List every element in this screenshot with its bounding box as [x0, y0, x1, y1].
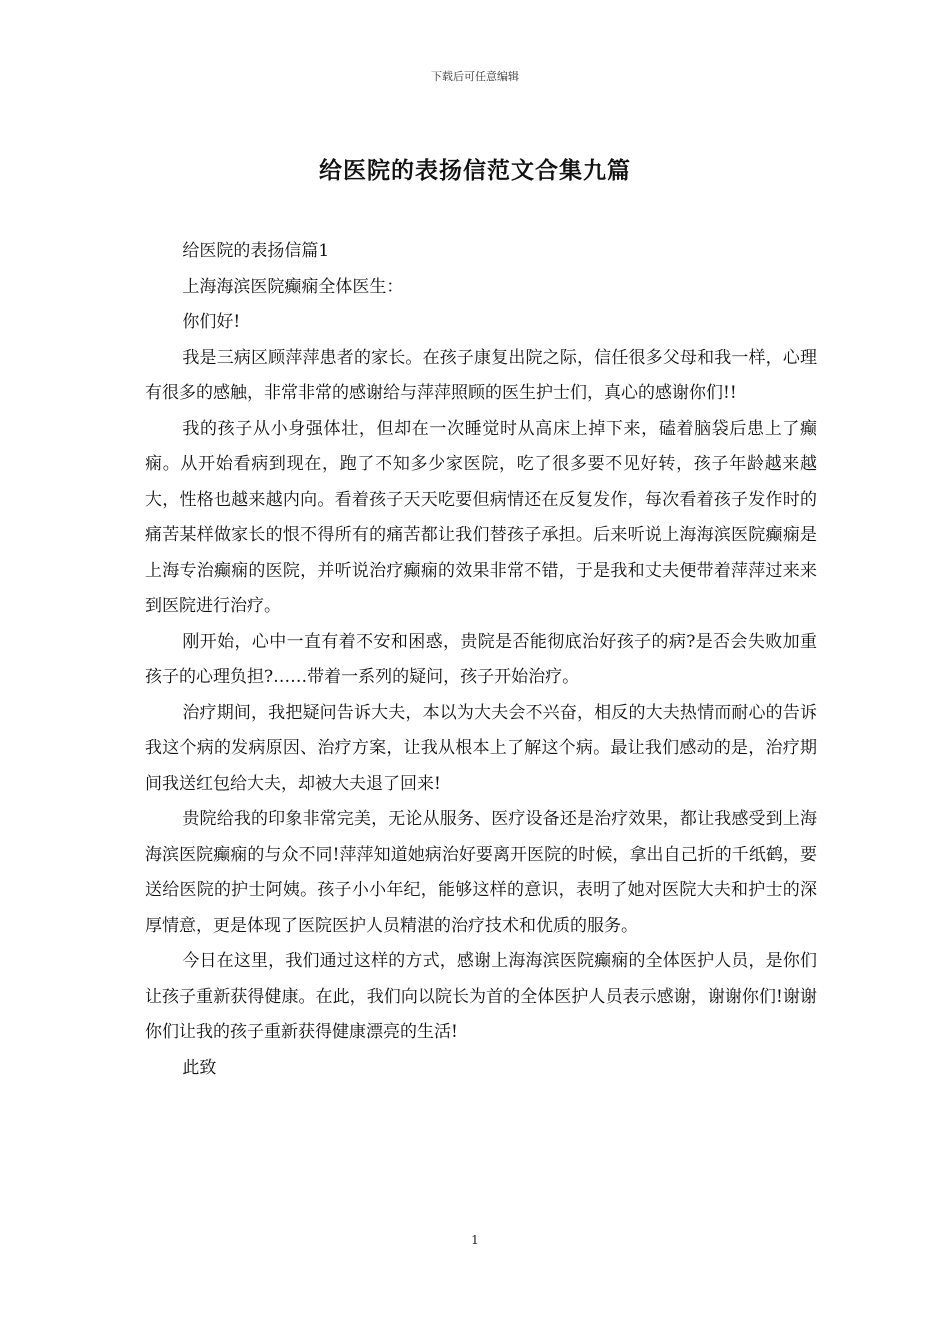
- body-paragraph: 我是三病区顾萍萍患者的家长。在孩子康复出院之际，信任很多父母和我一样，心理有很多的感触，非常非常的感谢给与萍萍照顾的医生护士们，真心的感谢你们!!: [145, 347, 817, 403]
- body-paragraph: 贵院给我的印象非常完美，无论从服务、医疗设备还是治疗效果，都让我感受到上海海滨医院癫痫的与众不同!萍萍知道她病治好要离开医院的时候，拿出自己折的千纸鹤，要送给医院的护士阿姨。孩子小小年纪，能够这样的意识，表明了她对医院大夫和护士的深厚情意，更是体现了医院医护人员精湛的治疗技术和优质的服务。: [145, 809, 817, 936]
- body-paragraph: 今日在这里，我们通过这样的方式，感谢上海海滨医院癫痫的全体医护人员，是你们让孩子重新获得健康。在此，我们向以院长为首的全体医护人员表示感谢，谢谢你们!谢谢你们让我的孩子重新获得健康漂亮的生活!: [145, 951, 817, 1042]
- salutation: 上海海滨医院癫痫全体医生：: [182, 276, 404, 297]
- body-paragraph: 治疗期间，我把疑问告诉大夫，本以为大夫会不兴奋，相反的大夫热情而耐心的告诉我这个病的发病原因、治疗方案，让我从根本上了解这个病。最让我们感动的是，治疗期间我送红包给大夫，却被大夫退了回来!: [145, 702, 817, 794]
- document-title: 给医院的表扬信范文合集九篇: [319, 157, 631, 184]
- section-heading: 给医院的表扬信篇1: [182, 241, 330, 261]
- body-paragraph: 我的孩子从小身强体壮，但却在一次睡觉时从高床上掉下来，磕着脑袋后患上了癫痫。从开始看病到现在，跑了不知多少家医院，吃了很多要不见好转，孩子年龄越来越大，性格也越来越内向。看着孩子天天吃要但病情还在反复发作，每次看着孩子发作时的痛苦某样做家长的恨不得所有的痛苦都让我们替孩子承担。后来听说上海海滨医院癫痫是上海专治癫痫的医院，并听说治疗癫痫的效果非常不错，于是我和丈夫便带着萍萍过来来到医院进行治疗。: [145, 418, 817, 616]
- body-paragraph: 刚开始，心中一直有着不安和困惑，贵院是否能彻底治好孩子的病?是否会失败加重孩子的心理负担?……带着一系列的疑问，孩子开始治疗。: [145, 631, 817, 687]
- greeting: 你们好!: [182, 312, 241, 332]
- page-number: 1: [471, 1233, 479, 1247]
- document-body: [145, 234, 817, 1086]
- closing: 此致: [182, 1057, 217, 1078]
- header-note: 下载后可任意编辑: [431, 70, 519, 83]
